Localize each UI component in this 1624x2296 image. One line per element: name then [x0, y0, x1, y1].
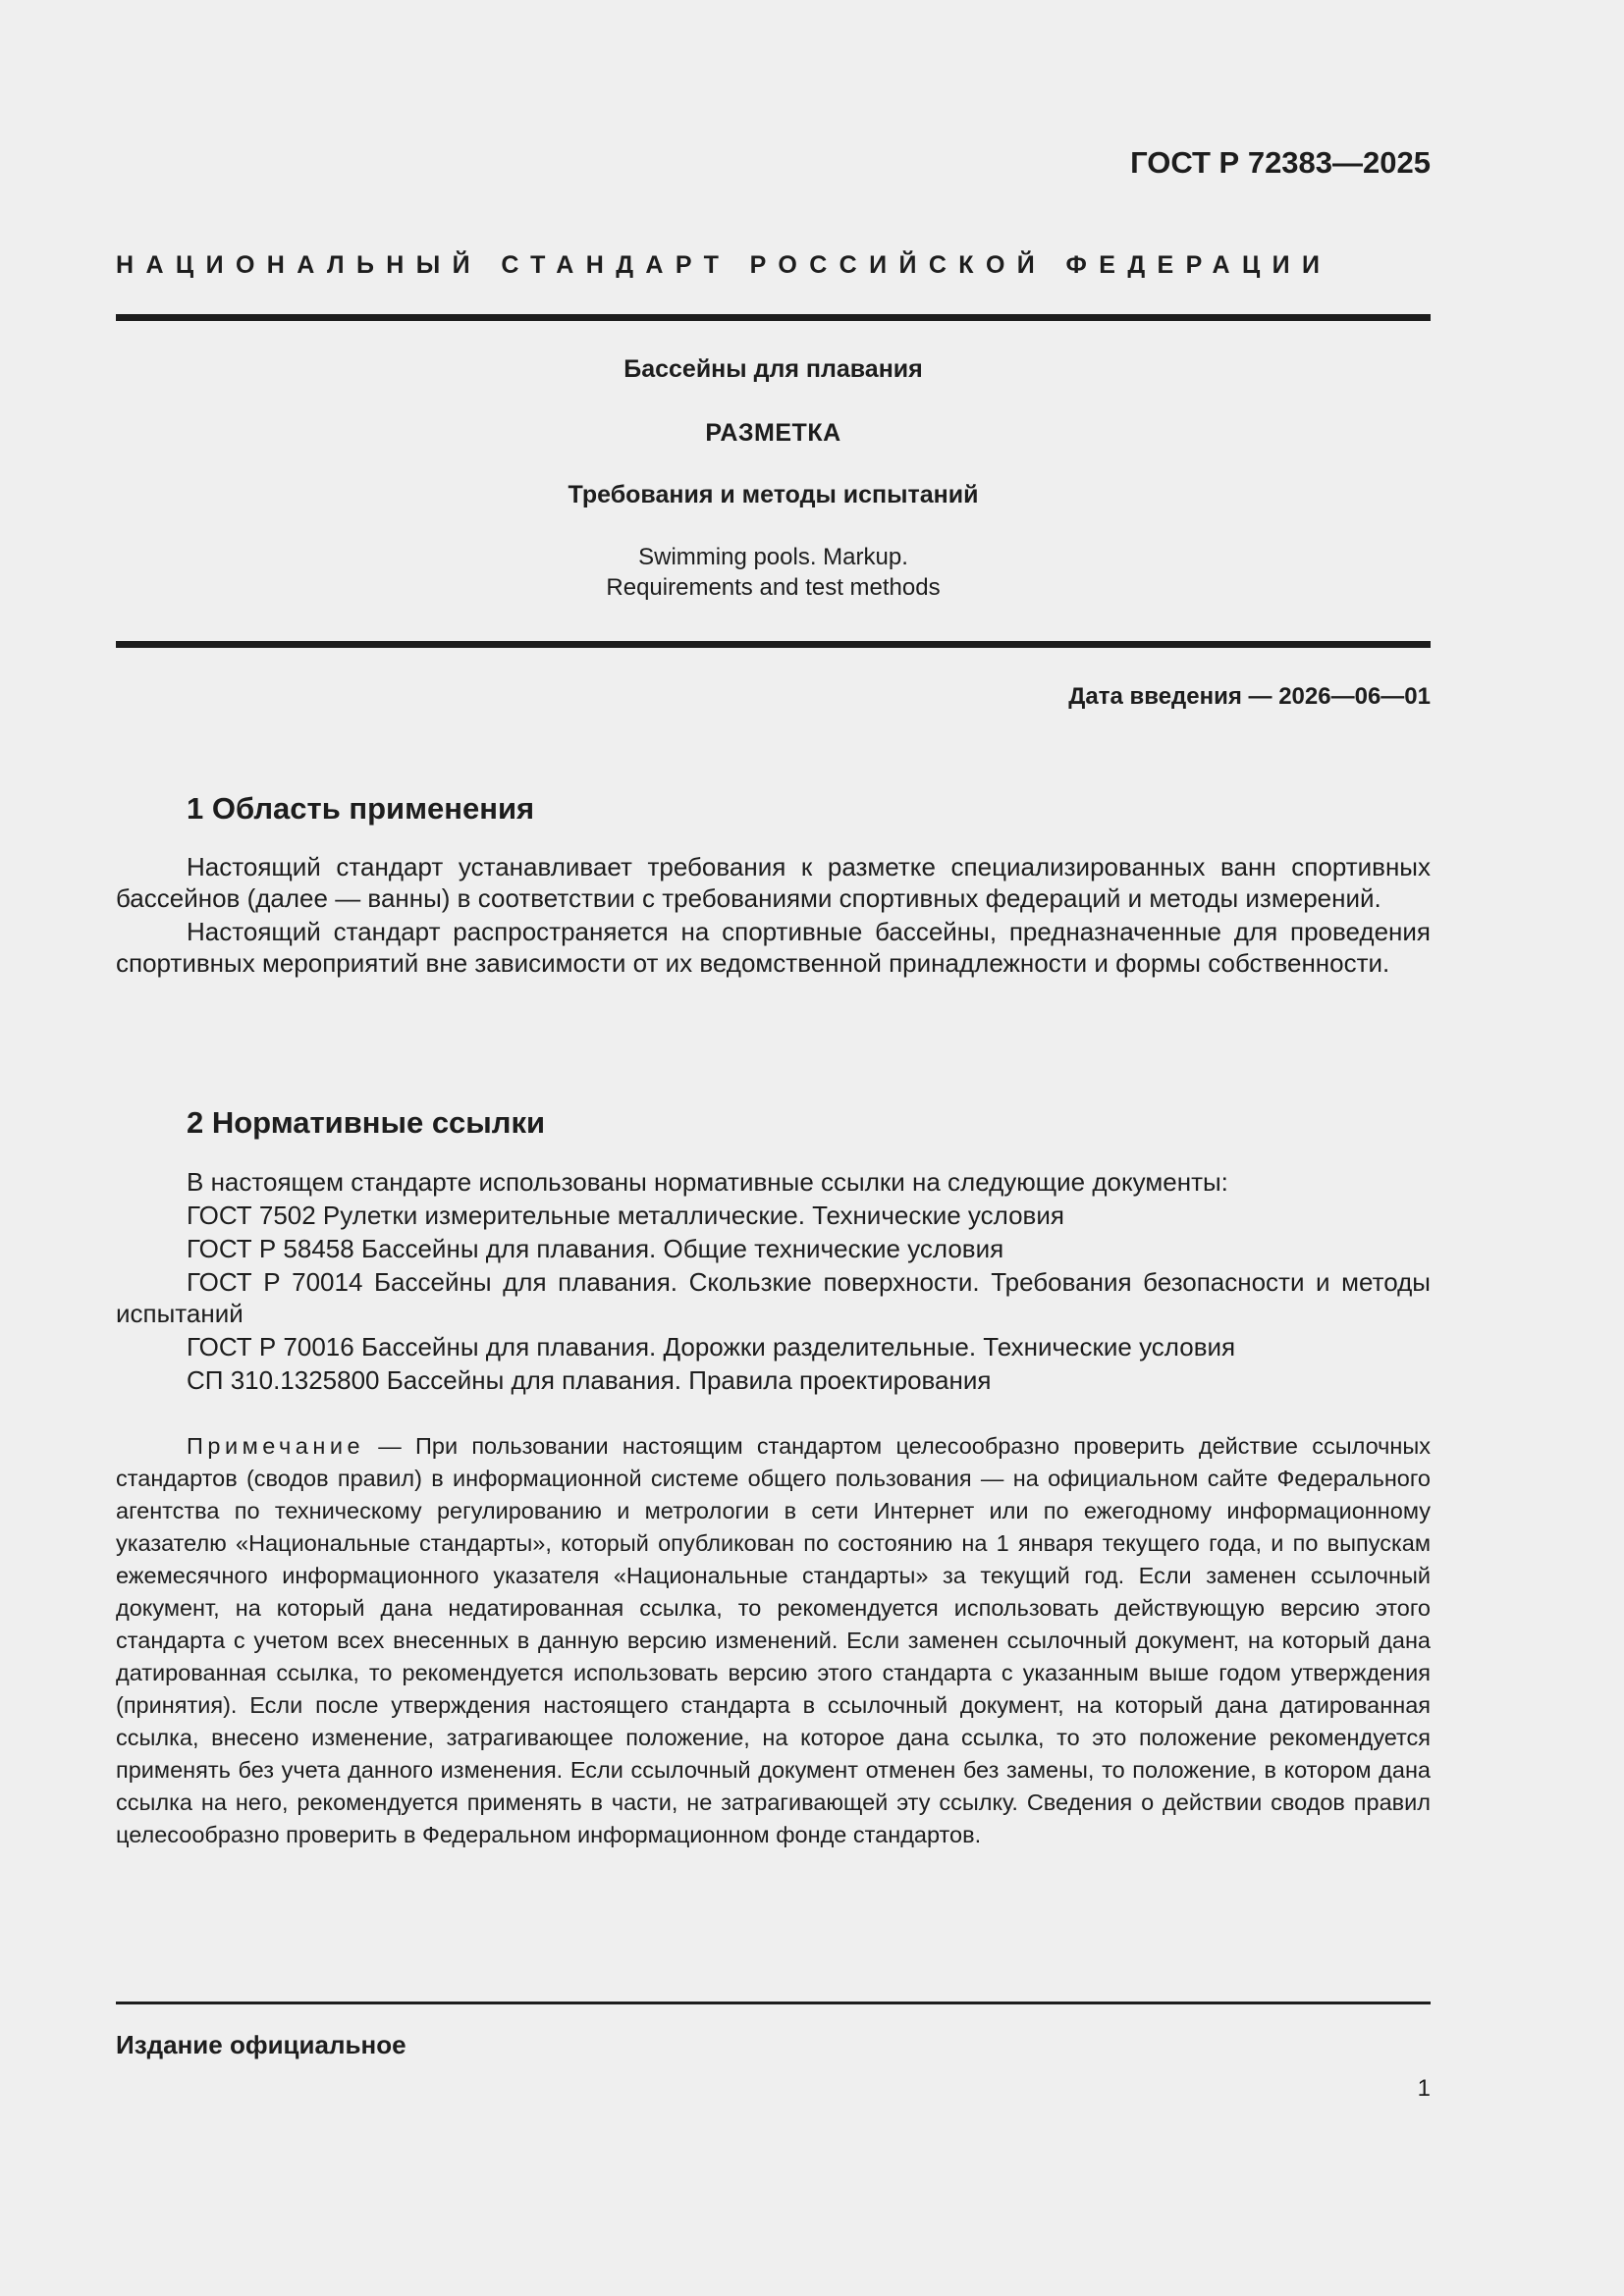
national-standard-heading: НАЦИОНАЛЬНЫЙ СТАНДАРТ РОССИЙСКОЙ ФЕДЕРАЦИИ — [116, 251, 1332, 279]
title-main: РАЗМЕТКА — [705, 419, 841, 447]
note-text: — При пользовании настоящим стандартом целесообразно проверить действие ссылочных стандартов (сводов правил) в информационной системе общего пользования — на официальном сайте Федерального агентства по техническому регулированию и метрологии в сети Интернет или по ежегодному информационному указателю «Национальные стандарты», который опубликован по состоянию на 1 января текущего года, и по выпускам ежемесячного информационного указателя «Национальные стандарты» за текущий год. Если заменен ссылочный документ, на который дана недатированная ссылка, то рекомендуется использовать действующую версию этого стандарта с учетом всех внесенных в данную версию изменений. Если заменен ссылочный документ, на который дана датированная ссылка, то рекомендуется использовать версию этого стандарта с указанным выше годом утверждения (принятия). Если после утверждения настоящего стандарта в ссылочный документ, на который дана датированная ссылка, внесено изменение, затрагивающее положение, на которое дана ссылка, то это положение рекомендуется применять без учета данного изменения. Если ссылочный документ отменен без замены, то положение, в котором дана ссылка на него, рекомендуется применять в части, не затрагивающей эту ссылку. Сведения о действии сводов правил целесообразно проверить в Федеральном информационном фонде стандартов. — [116, 1433, 1431, 1847]
reference-item: ГОСТ Р 58458 Бассейны для плавания. Общие технические условия — [187, 1234, 1004, 1263]
page-number: 1 — [1417, 2075, 1431, 2102]
gost-number: ГОСТ Р 72383—2025 — [1130, 145, 1431, 180]
reference-item: СП 310.1325800 Бассейны для плавания. Правила проектирования — [187, 1365, 992, 1395]
title-english-line1: Swimming pools. Markup. — [638, 544, 908, 570]
section-1-heading: 1 Область применения — [187, 791, 535, 826]
date-of-introduction: Дата введения — 2026—06—01 — [1068, 683, 1431, 710]
reference-item: ГОСТ 7502 Рулетки измерительные металлические. Технические условия — [187, 1201, 1064, 1230]
section-2-heading: 2 Нормативные ссылки — [187, 1105, 546, 1140]
title-english-line2: Requirements and test methods — [606, 574, 941, 601]
section-2-body — [116, 1166, 1431, 1396]
section-1-body — [116, 851, 1431, 979]
title-sub: Требования и методы испытаний — [568, 481, 979, 508]
note-label: Примечание — [187, 1433, 365, 1459]
section-1-paragraph: Настоящий стандарт распространяется на спортивные бассейны, предназначенные для проведения спортивных мероприятий вне зависимости от их ведомственной принадлежности и формы собственности. — [116, 917, 1431, 978]
reference-item: ГОСТ Р 70016 Бассейны для плавания. Дорожки разделительные. Технические условия — [187, 1332, 1236, 1362]
section-1-paragraph: Настоящий стандарт устанавливает требования к разметке специализированных ванн спортивных бассейнов (далее — ванны) в соответствии с требованиями спортивных федераций и методы измерений. — [116, 852, 1431, 913]
title-divider — [116, 641, 1431, 648]
footer-divider — [116, 2002, 1431, 2004]
references-intro: В настоящем стандарте использованы нормативные ссылки на следующие документы: — [187, 1167, 1228, 1197]
note-paragraph — [116, 1430, 1431, 1851]
title-general: Бассейны для плавания — [623, 355, 923, 383]
official-edition-label: Издание официальное — [116, 2030, 406, 2059]
top-divider — [116, 314, 1431, 321]
reference-item: ГОСТ Р 70014 Бассейны для плавания. Скользкие поверхности. Требования безопасности и методы испытаний — [116, 1267, 1431, 1328]
